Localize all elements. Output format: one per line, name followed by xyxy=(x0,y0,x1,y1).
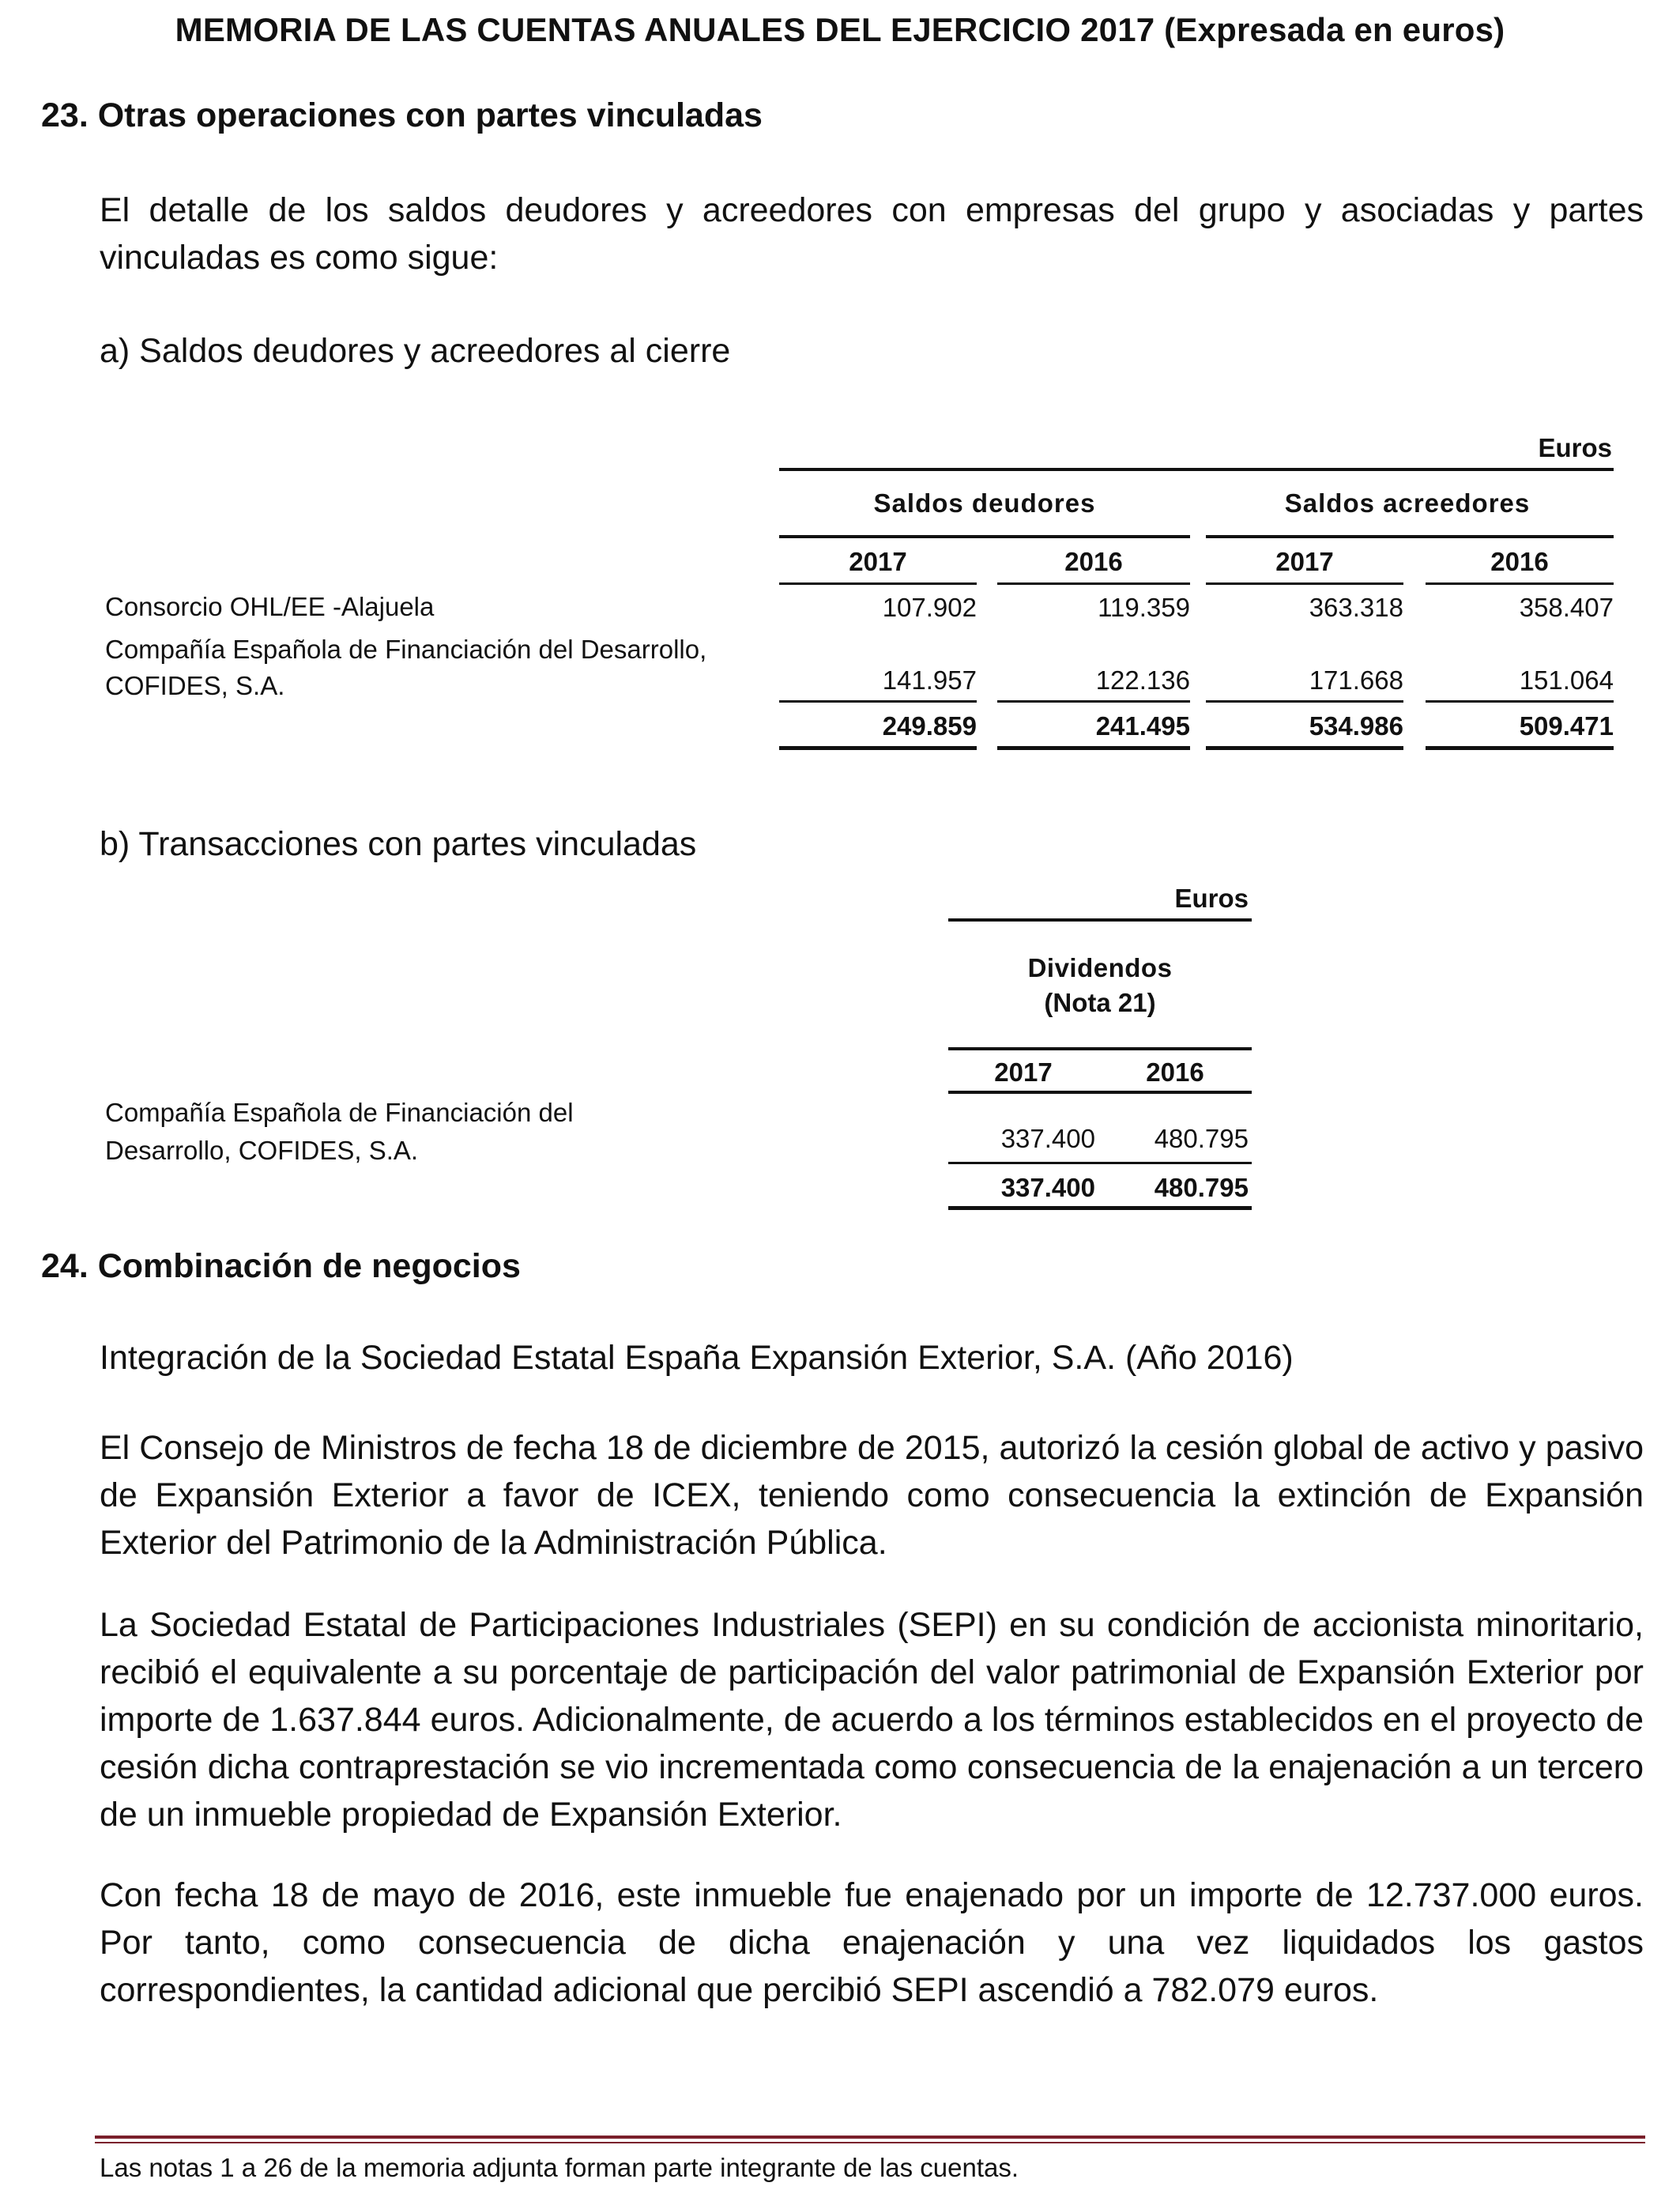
table-a-row1-label: Consorcio OHL/EE -Alajuela xyxy=(105,592,435,621)
table-a-subtotal-rule-1 xyxy=(779,700,977,703)
table-a-subtotal-rule-2 xyxy=(997,700,1190,703)
table-a-total-2: 241.495 xyxy=(1095,711,1190,741)
table-b-group-line1: Dividendos xyxy=(1027,953,1173,982)
section-24-paragraph-2: La Sociedad Estatal de Participaciones Industriales (SEPI) en su condición de accionista minoritario, recibió el equivalente a su porcentaje de participación del valor patrimonial de Expansión Exterior por importe de 1.637.844 euros. Adicionalmente, de acuerdo a los términos establecidos en el proyecto de cesión dicha contraprestación se vio incrementada como consecuencia de la enajenación a un tercero de un inmueble propiedad de Expansión Exterior. xyxy=(100,1606,1644,1834)
table-a-year3-rule xyxy=(1206,582,1403,585)
table-b-subtotal-rule xyxy=(948,1162,1252,1164)
table-a-group-creditors: Saldos acreedores xyxy=(1284,488,1531,518)
table-b-year-1: 2017 xyxy=(994,1057,1053,1087)
table-b-group-rule xyxy=(948,1047,1252,1050)
table-a-year1-rule xyxy=(779,582,977,585)
subsection-b-title: b) Transacciones con partes vinculadas xyxy=(100,825,697,863)
footer-rule-thick xyxy=(95,2136,1645,2139)
table-a-total-rule-1 xyxy=(779,746,977,750)
table-a-year-3: 2017 xyxy=(1275,547,1334,576)
table-b-row-val1: 337.400 xyxy=(1000,1124,1095,1153)
table-b-year-rule xyxy=(948,1091,1252,1094)
table-a-row2-val1: 141.957 xyxy=(882,665,977,695)
table-a-year-2: 2016 xyxy=(1064,547,1123,576)
table-b-total-2: 480.795 xyxy=(1154,1173,1249,1202)
table-a-row2-val4: 151.064 xyxy=(1519,665,1614,695)
document-header-title: MEMORIA DE LAS CUENTAS ANUALES DEL EJERCICIO 2017 (Expresada en euros) xyxy=(175,11,1505,48)
table-b-row-val2: 480.795 xyxy=(1154,1124,1249,1153)
table-b-unit: Euros xyxy=(1174,884,1249,913)
table-a-total-rule-4 xyxy=(1426,746,1614,750)
section-24-subtitle: Integración de la Sociedad Estatal España Expansión Exterior, S.A. (Año 2016) xyxy=(100,1339,1294,1377)
table-a-total-1: 249.859 xyxy=(882,711,977,741)
table-a-top-rule xyxy=(779,468,1614,471)
section-24-paragraph-1: El Consejo de Ministros de fecha 18 de diciembre de 2015, autorizó la cesión global de activo y pasivo de Expansión Exterior a favor de ICEX, teniendo como consecuencia la extinción de Expansión Exterior del Patrimonio de la Administración Pública. xyxy=(100,1429,1644,1562)
section-24-title: 24. Combinación de negocios xyxy=(41,1247,521,1285)
table-a-year-4: 2016 xyxy=(1490,547,1549,576)
table-b-row-label-line2: Desarrollo, COFIDES, S.A. xyxy=(105,1136,419,1165)
table-a-subtotal-rule-4 xyxy=(1426,700,1614,703)
table-a-unit: Euros xyxy=(1538,433,1612,462)
table-a-year2-rule xyxy=(997,582,1190,585)
table-b-year-2: 2016 xyxy=(1146,1057,1204,1087)
table-b-group-line2: (Nota 21) xyxy=(1044,988,1156,1017)
footer-rule-thin xyxy=(95,2142,1645,2143)
table-a-year4-rule xyxy=(1426,582,1614,585)
table-b-row-label-line1: Compañía Española de Financiación del xyxy=(105,1098,574,1127)
table-a-row1-val2: 119.359 xyxy=(1098,593,1190,622)
table-a-row1-val3: 363.318 xyxy=(1309,593,1403,622)
section-24-paragraph-3: Con fecha 18 de mayo de 2016, este inmueble fue enajenado por un importe de 12.737.000 euros. Por tanto, como consecuencia de dicha enajenación y una vez liquidados los gastos correspondientes, la cantidad adicional que percibió SEPI ascendió a 782.079 euros. xyxy=(100,1876,1644,2009)
table-a-total-3: 534.986 xyxy=(1309,711,1403,741)
table-a-group2-rule xyxy=(1206,535,1614,538)
table-a-row2-label-line2: COFIDES, S.A. xyxy=(105,671,285,700)
table-a-group-debtors: Saldos deudores xyxy=(873,488,1096,518)
table-a-row2-val3: 171.668 xyxy=(1309,665,1403,695)
table-a-year-1: 2017 xyxy=(849,547,907,576)
table-b-total-1: 337.400 xyxy=(1000,1173,1095,1202)
table-a-row1-val4: 358.407 xyxy=(1519,593,1614,622)
table-a-subtotal-rule-3 xyxy=(1206,700,1403,703)
table-a-row2-val2: 122.136 xyxy=(1095,665,1190,695)
footer-note: Las notas 1 a 26 de la memoria adjunta forman parte integrante de las cuentas. xyxy=(100,2153,1019,2182)
section-23-title: 23. Otras operaciones con partes vinculadas xyxy=(41,96,763,134)
table-a-total-4: 509.471 xyxy=(1519,711,1614,741)
table-b-total-rule xyxy=(948,1206,1252,1210)
table-a-total-rule-3 xyxy=(1206,746,1403,750)
subsection-a-title: a) Saldos deudores y acreedores al cierre xyxy=(100,332,731,370)
table-a-total-rule-2 xyxy=(997,746,1190,750)
table-b-top-rule xyxy=(948,918,1252,922)
table-a-row1-val1: 107.902 xyxy=(882,593,977,622)
table-a-row2-label-line1: Compañía Española de Financiación del Desarrollo, xyxy=(105,635,707,664)
table-a-group1-rule xyxy=(779,535,1190,538)
section-23-intro: El detalle de los saldos deudores y acreedores con empresas del grupo y asociadas y partes vinculadas es como sigue: xyxy=(100,191,1644,277)
